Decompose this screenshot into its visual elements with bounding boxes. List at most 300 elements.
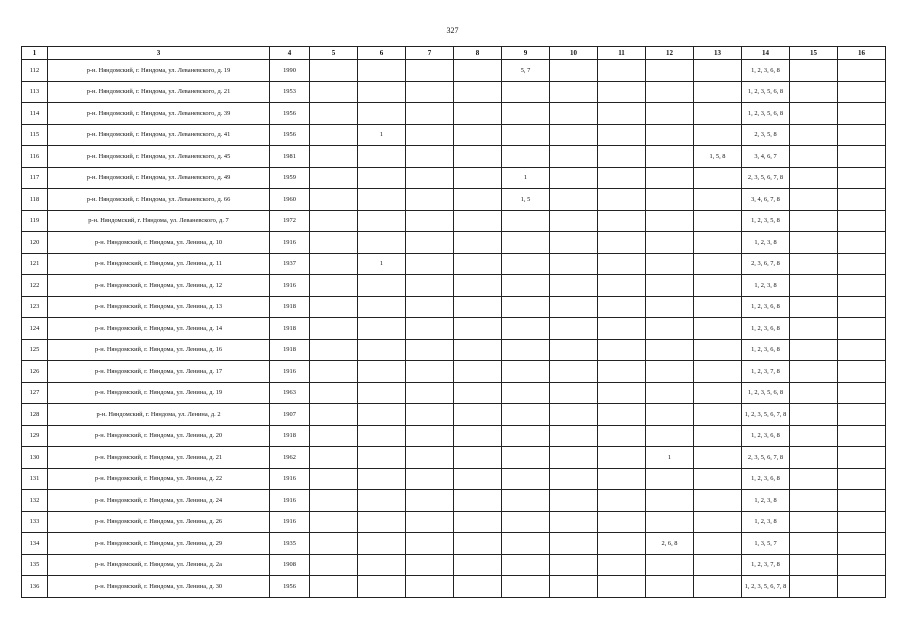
cell-col-8 bbox=[454, 253, 502, 275]
column-header: 15 bbox=[790, 47, 838, 60]
cell-col-10 bbox=[550, 425, 598, 447]
cell-col-15 bbox=[790, 382, 838, 404]
column-header: 16 bbox=[838, 47, 886, 60]
cell-col-14: 1, 2, 3, 7, 8 bbox=[742, 554, 790, 576]
cell-col-15 bbox=[790, 60, 838, 82]
address-cell: р-н. Няндомский, г. Няндома, ул. Леваневского, д. 66 bbox=[48, 189, 270, 211]
year-cell: 1918 bbox=[270, 318, 310, 340]
row-number-cell: 127 bbox=[22, 382, 48, 404]
cell-col-5 bbox=[310, 425, 358, 447]
cell-col-5 bbox=[310, 533, 358, 555]
cell-col-8 bbox=[454, 167, 502, 189]
cell-col-8 bbox=[454, 296, 502, 318]
cell-col-15 bbox=[790, 554, 838, 576]
cell-col-14: 1, 2, 3, 5, 6, 7, 8 bbox=[742, 404, 790, 426]
cell-col-12 bbox=[646, 576, 694, 598]
cell-col-16 bbox=[838, 210, 886, 232]
cell-col-13 bbox=[694, 167, 742, 189]
row-number-cell: 119 bbox=[22, 210, 48, 232]
cell-col-16 bbox=[838, 146, 886, 168]
address-cell: р-н. Няндомский, г. Няндома, ул. Ленина, д. 11 bbox=[48, 253, 270, 275]
cell-col-6 bbox=[358, 425, 406, 447]
year-cell: 1959 bbox=[270, 167, 310, 189]
cell-col-10 bbox=[550, 189, 598, 211]
cell-col-6 bbox=[358, 275, 406, 297]
cell-col-8 bbox=[454, 533, 502, 555]
row-number-cell: 122 bbox=[22, 275, 48, 297]
row-number-cell: 125 bbox=[22, 339, 48, 361]
row-number-cell: 121 bbox=[22, 253, 48, 275]
cell-col-9 bbox=[502, 361, 550, 383]
cell-col-10 bbox=[550, 554, 598, 576]
table-row bbox=[22, 81, 886, 103]
cell-col-8 bbox=[454, 60, 502, 82]
cell-col-13 bbox=[694, 404, 742, 426]
cell-col-16 bbox=[838, 382, 886, 404]
cell-col-12 bbox=[646, 146, 694, 168]
address-cell: р-н. Няндомский, г. Няндома, ул. Ленина, д. 10 bbox=[48, 232, 270, 254]
cell-col-16 bbox=[838, 576, 886, 598]
cell-col-10 bbox=[550, 296, 598, 318]
cell-col-11 bbox=[598, 576, 646, 598]
row-number-cell: 124 bbox=[22, 318, 48, 340]
cell-col-5 bbox=[310, 253, 358, 275]
cell-col-9 bbox=[502, 382, 550, 404]
cell-col-13 bbox=[694, 554, 742, 576]
cell-col-13 bbox=[694, 339, 742, 361]
column-header: 4 bbox=[270, 47, 310, 60]
cell-col-10 bbox=[550, 81, 598, 103]
cell-col-11 bbox=[598, 210, 646, 232]
cell-col-16 bbox=[838, 425, 886, 447]
cell-col-8 bbox=[454, 511, 502, 533]
cell-col-7 bbox=[406, 146, 454, 168]
cell-col-8 bbox=[454, 554, 502, 576]
cell-col-11 bbox=[598, 533, 646, 555]
cell-col-8 bbox=[454, 576, 502, 598]
cell-col-13 bbox=[694, 103, 742, 125]
cell-col-15 bbox=[790, 253, 838, 275]
cell-col-8 bbox=[454, 339, 502, 361]
cell-col-8 bbox=[454, 103, 502, 125]
cell-col-6 bbox=[358, 447, 406, 469]
cell-col-5 bbox=[310, 554, 358, 576]
cell-col-13 bbox=[694, 576, 742, 598]
register-table bbox=[21, 46, 886, 598]
cell-col-16 bbox=[838, 554, 886, 576]
cell-col-12 bbox=[646, 210, 694, 232]
cell-col-11 bbox=[598, 382, 646, 404]
cell-col-11 bbox=[598, 468, 646, 490]
table-row bbox=[22, 124, 886, 146]
cell-col-15 bbox=[790, 576, 838, 598]
cell-col-16 bbox=[838, 361, 886, 383]
cell-col-14: 3, 4, 6, 7 bbox=[742, 146, 790, 168]
table-body bbox=[22, 60, 886, 598]
cell-col-9 bbox=[502, 296, 550, 318]
row-number-cell: 129 bbox=[22, 425, 48, 447]
cell-col-10 bbox=[550, 167, 598, 189]
cell-col-6 bbox=[358, 490, 406, 512]
cell-col-11 bbox=[598, 146, 646, 168]
year-cell: 1916 bbox=[270, 490, 310, 512]
cell-col-5 bbox=[310, 447, 358, 469]
cell-col-7 bbox=[406, 103, 454, 125]
cell-col-14: 1, 3, 5, 7 bbox=[742, 533, 790, 555]
cell-col-15 bbox=[790, 103, 838, 125]
cell-col-9 bbox=[502, 339, 550, 361]
cell-col-5 bbox=[310, 232, 358, 254]
cell-col-13 bbox=[694, 382, 742, 404]
cell-col-7 bbox=[406, 318, 454, 340]
cell-col-10 bbox=[550, 275, 598, 297]
cell-col-5 bbox=[310, 318, 358, 340]
cell-col-5 bbox=[310, 189, 358, 211]
cell-col-7 bbox=[406, 361, 454, 383]
cell-col-7 bbox=[406, 60, 454, 82]
cell-col-9 bbox=[502, 533, 550, 555]
table-row bbox=[22, 361, 886, 383]
cell-col-12 bbox=[646, 296, 694, 318]
cell-col-6 bbox=[358, 146, 406, 168]
address-cell: р-н. Няндомский, г. Няндома, ул. Леваневского, д. 41 bbox=[48, 124, 270, 146]
cell-col-11 bbox=[598, 189, 646, 211]
cell-col-14: 1, 2, 3, 5, 6, 7, 8 bbox=[742, 576, 790, 598]
cell-col-9 bbox=[502, 554, 550, 576]
table-row bbox=[22, 189, 886, 211]
cell-col-16 bbox=[838, 511, 886, 533]
table-row bbox=[22, 382, 886, 404]
cell-col-14: 1, 2, 3, 5, 6, 8 bbox=[742, 81, 790, 103]
address-cell: р-н. Няндомский, г. Няндома, ул. Ленина, д. 12 bbox=[48, 275, 270, 297]
cell-col-11 bbox=[598, 404, 646, 426]
cell-col-14: 1, 2, 3, 8 bbox=[742, 232, 790, 254]
cell-col-11 bbox=[598, 361, 646, 383]
cell-col-14: 2, 3, 5, 6, 7, 8 bbox=[742, 167, 790, 189]
cell-col-10 bbox=[550, 318, 598, 340]
cell-col-12 bbox=[646, 382, 694, 404]
cell-col-7 bbox=[406, 533, 454, 555]
cell-col-10 bbox=[550, 103, 598, 125]
cell-col-5 bbox=[310, 576, 358, 598]
row-number-cell: 112 bbox=[22, 60, 48, 82]
cell-col-12 bbox=[646, 490, 694, 512]
cell-col-5 bbox=[310, 210, 358, 232]
cell-col-8 bbox=[454, 404, 502, 426]
cell-col-16 bbox=[838, 60, 886, 82]
table-row bbox=[22, 210, 886, 232]
cell-col-16 bbox=[838, 404, 886, 426]
cell-col-6 bbox=[358, 189, 406, 211]
cell-col-8 bbox=[454, 81, 502, 103]
cell-col-12 bbox=[646, 253, 694, 275]
year-cell: 1972 bbox=[270, 210, 310, 232]
cell-col-12 bbox=[646, 425, 694, 447]
cell-col-11 bbox=[598, 124, 646, 146]
cell-col-5 bbox=[310, 382, 358, 404]
cell-col-10 bbox=[550, 232, 598, 254]
table-row bbox=[22, 275, 886, 297]
address-cell: р-н. Няндомский, г. Няндома, ул. Ленина, д. 13 bbox=[48, 296, 270, 318]
year-cell: 1981 bbox=[270, 146, 310, 168]
row-number-cell: 117 bbox=[22, 167, 48, 189]
table-row bbox=[22, 253, 886, 275]
cell-col-13 bbox=[694, 490, 742, 512]
cell-col-11 bbox=[598, 167, 646, 189]
cell-col-6 bbox=[358, 339, 406, 361]
cell-col-8 bbox=[454, 189, 502, 211]
row-number-cell: 132 bbox=[22, 490, 48, 512]
cell-col-15 bbox=[790, 318, 838, 340]
cell-col-14: 3, 4, 6, 7, 8 bbox=[742, 189, 790, 211]
cell-col-9 bbox=[502, 447, 550, 469]
cell-col-10 bbox=[550, 576, 598, 598]
column-header: 8 bbox=[454, 47, 502, 60]
year-cell: 1956 bbox=[270, 103, 310, 125]
cell-col-6 bbox=[358, 404, 406, 426]
cell-col-15 bbox=[790, 425, 838, 447]
cell-col-14: 1, 2, 3, 6, 8 bbox=[742, 318, 790, 340]
cell-col-6 bbox=[358, 81, 406, 103]
cell-col-11 bbox=[598, 339, 646, 361]
row-number-cell: 135 bbox=[22, 554, 48, 576]
cell-col-9 bbox=[502, 425, 550, 447]
row-number-cell: 133 bbox=[22, 511, 48, 533]
cell-col-12 bbox=[646, 232, 694, 254]
cell-col-5 bbox=[310, 103, 358, 125]
cell-col-9: 5, 7 bbox=[502, 60, 550, 82]
table-row bbox=[22, 447, 886, 469]
cell-col-6 bbox=[358, 318, 406, 340]
cell-col-13 bbox=[694, 361, 742, 383]
cell-col-11 bbox=[598, 253, 646, 275]
cell-col-7 bbox=[406, 425, 454, 447]
cell-col-8 bbox=[454, 490, 502, 512]
cell-col-14: 1, 2, 3, 8 bbox=[742, 511, 790, 533]
address-cell: р-н. Няндомский, г. Няндома, ул. Леваневского, д. 7 bbox=[48, 210, 270, 232]
cell-col-8 bbox=[454, 447, 502, 469]
cell-col-6 bbox=[358, 511, 406, 533]
cell-col-7 bbox=[406, 404, 454, 426]
cell-col-7 bbox=[406, 447, 454, 469]
cell-col-6: 1 bbox=[358, 253, 406, 275]
table-row bbox=[22, 318, 886, 340]
cell-col-8 bbox=[454, 232, 502, 254]
cell-col-14: 1, 2, 3, 8 bbox=[742, 275, 790, 297]
address-cell: р-н. Няндомский, г. Няндома, ул. Ленина, д. 2 bbox=[48, 404, 270, 426]
cell-col-6 bbox=[358, 468, 406, 490]
column-header: 6 bbox=[358, 47, 406, 60]
address-cell: р-н. Няндомский, г. Няндома, ул. Ленина, д. 24 bbox=[48, 490, 270, 512]
column-header: 10 bbox=[550, 47, 598, 60]
cell-col-10 bbox=[550, 533, 598, 555]
cell-col-12 bbox=[646, 60, 694, 82]
table-row bbox=[22, 425, 886, 447]
cell-col-8 bbox=[454, 468, 502, 490]
cell-col-9 bbox=[502, 232, 550, 254]
year-cell: 1916 bbox=[270, 275, 310, 297]
cell-col-15 bbox=[790, 468, 838, 490]
cell-col-5 bbox=[310, 361, 358, 383]
table-row bbox=[22, 146, 886, 168]
cell-col-15 bbox=[790, 447, 838, 469]
cell-col-12 bbox=[646, 554, 694, 576]
cell-col-16 bbox=[838, 103, 886, 125]
cell-col-7 bbox=[406, 167, 454, 189]
year-cell: 1956 bbox=[270, 576, 310, 598]
cell-col-12 bbox=[646, 81, 694, 103]
year-cell: 1907 bbox=[270, 404, 310, 426]
cell-col-9: 1 bbox=[502, 167, 550, 189]
cell-col-11 bbox=[598, 490, 646, 512]
cell-col-15 bbox=[790, 533, 838, 555]
cell-col-9 bbox=[502, 490, 550, 512]
cell-col-7 bbox=[406, 576, 454, 598]
cell-col-13 bbox=[694, 533, 742, 555]
cell-col-12 bbox=[646, 468, 694, 490]
cell-col-13 bbox=[694, 210, 742, 232]
cell-col-12 bbox=[646, 361, 694, 383]
column-header: 3 bbox=[48, 47, 270, 60]
row-number-cell: 128 bbox=[22, 404, 48, 426]
cell-col-11 bbox=[598, 511, 646, 533]
address-cell: р-н. Няндомский, г. Няндома, ул. Леваневского, д. 49 bbox=[48, 167, 270, 189]
column-header: 7 bbox=[406, 47, 454, 60]
cell-col-5 bbox=[310, 296, 358, 318]
cell-col-15 bbox=[790, 339, 838, 361]
cell-col-14: 1, 2, 3, 6, 8 bbox=[742, 60, 790, 82]
cell-col-9 bbox=[502, 404, 550, 426]
address-cell: р-н. Няндомский, г. Няндома, ул. Ленина, д. 17 bbox=[48, 361, 270, 383]
cell-col-9 bbox=[502, 468, 550, 490]
table-row bbox=[22, 490, 886, 512]
cell-col-16 bbox=[838, 167, 886, 189]
cell-col-6 bbox=[358, 103, 406, 125]
cell-col-9 bbox=[502, 253, 550, 275]
cell-col-11 bbox=[598, 60, 646, 82]
year-cell: 1956 bbox=[270, 124, 310, 146]
year-cell: 1918 bbox=[270, 296, 310, 318]
cell-col-8 bbox=[454, 146, 502, 168]
table-row bbox=[22, 232, 886, 254]
cell-col-5 bbox=[310, 468, 358, 490]
cell-col-16 bbox=[838, 296, 886, 318]
year-cell: 1937 bbox=[270, 253, 310, 275]
cell-col-16 bbox=[838, 468, 886, 490]
row-number-cell: 136 bbox=[22, 576, 48, 598]
cell-col-6 bbox=[358, 167, 406, 189]
cell-col-13 bbox=[694, 232, 742, 254]
address-cell: р-н. Няндомский, г. Няндома, ул. Леваневского, д. 45 bbox=[48, 146, 270, 168]
cell-col-15 bbox=[790, 296, 838, 318]
address-cell: р-н. Няндомский, г. Няндома, ул. Ленина, д. 29 bbox=[48, 533, 270, 555]
cell-col-15 bbox=[790, 167, 838, 189]
cell-col-5 bbox=[310, 404, 358, 426]
cell-col-8 bbox=[454, 275, 502, 297]
cell-col-14: 2, 3, 5, 8 bbox=[742, 124, 790, 146]
year-cell: 1963 bbox=[270, 382, 310, 404]
cell-col-16 bbox=[838, 490, 886, 512]
cell-col-13 bbox=[694, 511, 742, 533]
table-row bbox=[22, 404, 886, 426]
cell-col-12 bbox=[646, 339, 694, 361]
cell-col-6 bbox=[358, 576, 406, 598]
cell-col-9 bbox=[502, 318, 550, 340]
cell-col-5 bbox=[310, 490, 358, 512]
cell-col-5 bbox=[310, 511, 358, 533]
address-cell: р-н. Няндомский, г. Няндома, ул. Ленина, д. 26 bbox=[48, 511, 270, 533]
cell-col-6 bbox=[358, 60, 406, 82]
row-number-cell: 134 bbox=[22, 533, 48, 555]
cell-col-6: 1 bbox=[358, 124, 406, 146]
cell-col-10 bbox=[550, 468, 598, 490]
year-cell: 1916 bbox=[270, 361, 310, 383]
cell-col-6 bbox=[358, 554, 406, 576]
cell-col-12 bbox=[646, 103, 694, 125]
table-row bbox=[22, 60, 886, 82]
address-cell: р-н. Няндомский, г. Няндома, ул. Ленина, д. 16 bbox=[48, 339, 270, 361]
cell-col-16 bbox=[838, 124, 886, 146]
cell-col-13 bbox=[694, 425, 742, 447]
year-cell: 1990 bbox=[270, 60, 310, 82]
cell-col-5 bbox=[310, 339, 358, 361]
cell-col-7 bbox=[406, 339, 454, 361]
cell-col-14: 2, 3, 5, 6, 7, 8 bbox=[742, 447, 790, 469]
page-number: 327 bbox=[446, 26, 459, 35]
cell-col-16 bbox=[838, 318, 886, 340]
cell-col-12: 1 bbox=[646, 447, 694, 469]
cell-col-5 bbox=[310, 81, 358, 103]
cell-col-10 bbox=[550, 339, 598, 361]
cell-col-14: 1, 2, 3, 5, 6, 8 bbox=[742, 103, 790, 125]
address-cell: р-н. Няндомский, г. Няндома, ул. Леваневского, д. 39 bbox=[48, 103, 270, 125]
cell-col-12 bbox=[646, 404, 694, 426]
cell-col-5 bbox=[310, 167, 358, 189]
table-row bbox=[22, 167, 886, 189]
cell-col-15 bbox=[790, 210, 838, 232]
table-row bbox=[22, 511, 886, 533]
cell-col-9 bbox=[502, 576, 550, 598]
cell-col-7 bbox=[406, 468, 454, 490]
cell-col-7 bbox=[406, 210, 454, 232]
address-cell: р-н. Няндомский, г. Няндома, ул. Ленина, д. 2а bbox=[48, 554, 270, 576]
column-header: 11 bbox=[598, 47, 646, 60]
address-cell: р-н. Няндомский, г. Няндома, ул. Леваневского, д. 21 bbox=[48, 81, 270, 103]
cell-col-6 bbox=[358, 296, 406, 318]
cell-col-13 bbox=[694, 253, 742, 275]
cell-col-12 bbox=[646, 275, 694, 297]
year-cell: 1960 bbox=[270, 189, 310, 211]
row-number-cell: 131 bbox=[22, 468, 48, 490]
column-header: 5 bbox=[310, 47, 358, 60]
cell-col-14: 1, 2, 3, 6, 8 bbox=[742, 339, 790, 361]
cell-col-16 bbox=[838, 81, 886, 103]
cell-col-5 bbox=[310, 60, 358, 82]
cell-col-7 bbox=[406, 554, 454, 576]
cell-col-15 bbox=[790, 404, 838, 426]
table-row bbox=[22, 554, 886, 576]
cell-col-7 bbox=[406, 275, 454, 297]
cell-col-10 bbox=[550, 490, 598, 512]
cell-col-16 bbox=[838, 253, 886, 275]
cell-col-7 bbox=[406, 81, 454, 103]
cell-col-12 bbox=[646, 124, 694, 146]
table-row bbox=[22, 103, 886, 125]
cell-col-11 bbox=[598, 447, 646, 469]
column-header: 14 bbox=[742, 47, 790, 60]
cell-col-15 bbox=[790, 124, 838, 146]
cell-col-15 bbox=[790, 232, 838, 254]
